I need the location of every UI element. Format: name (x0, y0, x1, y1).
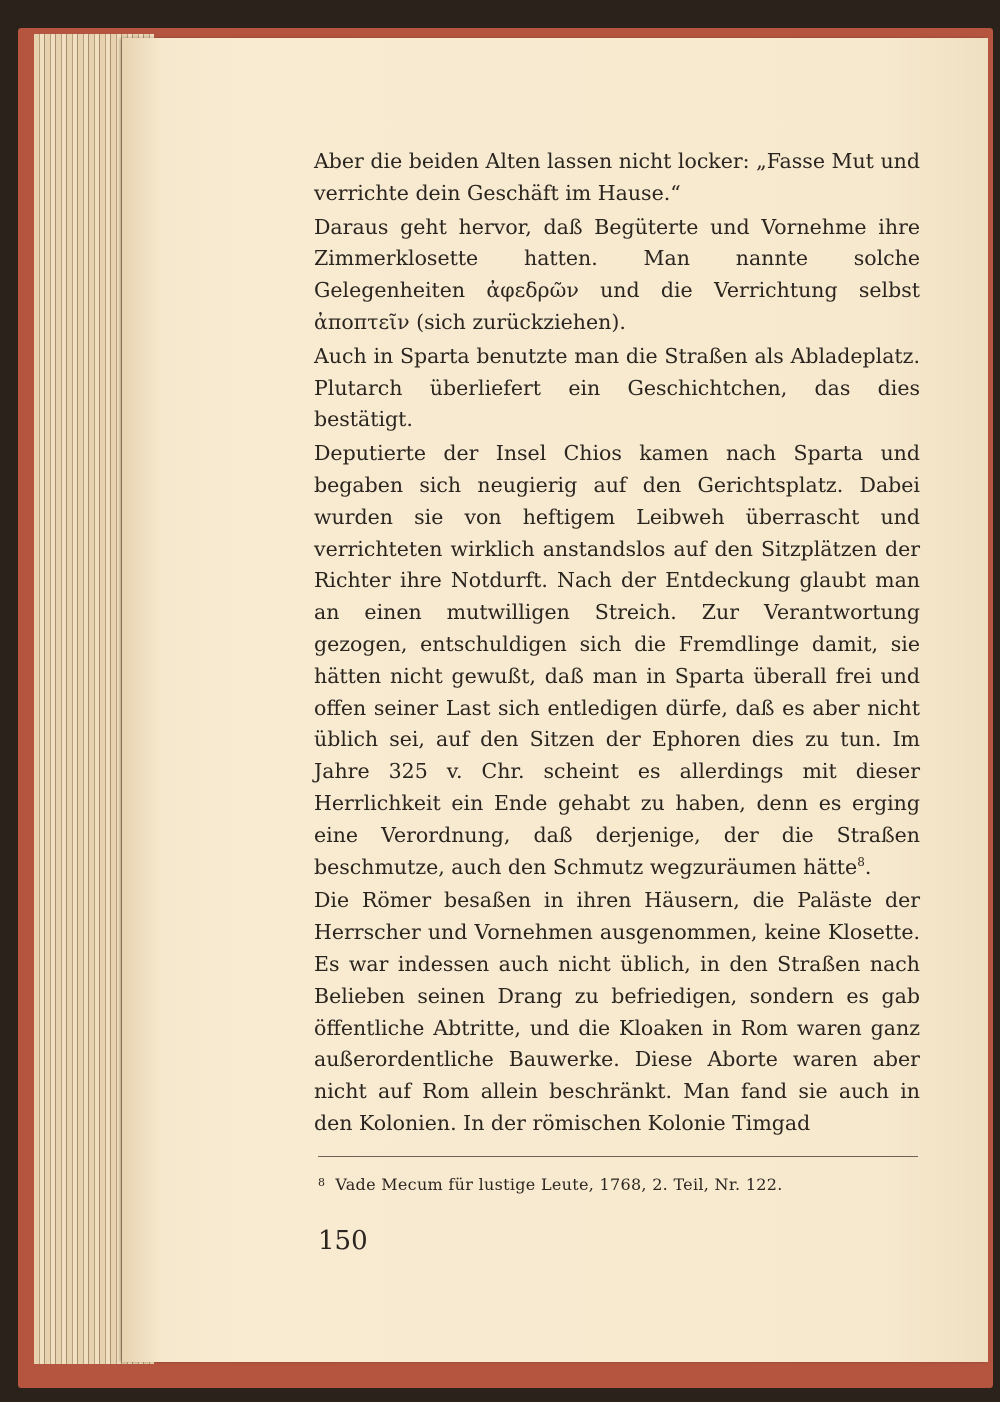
footnote-text: Vade Mecum für lustige Leute, 1768, 2. Teil, Nr. 122. (335, 1175, 783, 1194)
page-number: 150 (318, 1226, 368, 1256)
paragraph-3: Auch in Sparta benutzte man die Straßen als Abladeplatz. Plutarch überliefert ein Geschichtchen, das dies bestätigt. (314, 343, 920, 432)
paragraph-1: Aber die beiden Alten lassen nicht locker: „Fasse Mut und verrichte dein Geschäft im Hause.“ (314, 149, 920, 205)
paragraph-4-end: . (864, 854, 872, 879)
footnote-divider (318, 1156, 918, 1157)
footnote (318, 1172, 918, 1196)
paragraph-4-text: Deputierte der Insel Chios kamen nach Sparta und begaben sich neugierig auf den Gerichtsplatz. Dabei wurden sie von heftigem Leibweh überrascht und verrichteten wirklich anstandslos auf den Sitzplätzen der Richter ihre Notdurft. Nach der Entdeckung glaubt man an einen mutwilligen Streich. Zur Verantwortung gezogen, entschuldigen sich die Fremdlinge damit, sie hätten nicht gewußt, daß man in Sparta überall frei und offen seiner Last sich entledigen dürfe, daß es aber nicht üblich sei, auf den Sitzen der Ephoren dies zu tun. Im Jahre 325 v. Chr. scheint es allerdings mit dieser Herrlichkeit ein Ende gehabt zu haben, denn es erging eine Verordnung, daß derjenige, der die Straßen beschmutze, auch den Schmutz wegzuräumen hätte (314, 441, 920, 879)
paragraph-2: Daraus geht hervor, daß Begüterte und Vornehme ihre Zimmerklosette hatten. Man nannte solche Gelegenheiten ἀφεδρῶν und die Verrichtung selbst ἀποπτεῖν (sich zurückziehen). (314, 214, 920, 334)
paragraph-5: Die Römer besaßen in ihren Häusern, die Paläste der Herrscher und Vornehmen ausgenommen, keine Klosette. Es war indessen auch nicht üblich, in den Straßen nach Belieben seinen Drang zu befriedigen, sondern es gab öffentliche Abtritte, und die Kloaken in Rom waren ganz außerordentliche Bauwerke. Diese Aborte waren aber nicht auf Rom allein beschränkt. Man fand sie auch in den Kolonien. In der römischen Kolonie Timgad (314, 888, 920, 1135)
footnote-mark: 8 (318, 1176, 326, 1189)
footnote-reference: 8 (857, 854, 865, 869)
paragraph-4 (314, 438, 920, 883)
body-text (314, 146, 920, 1142)
